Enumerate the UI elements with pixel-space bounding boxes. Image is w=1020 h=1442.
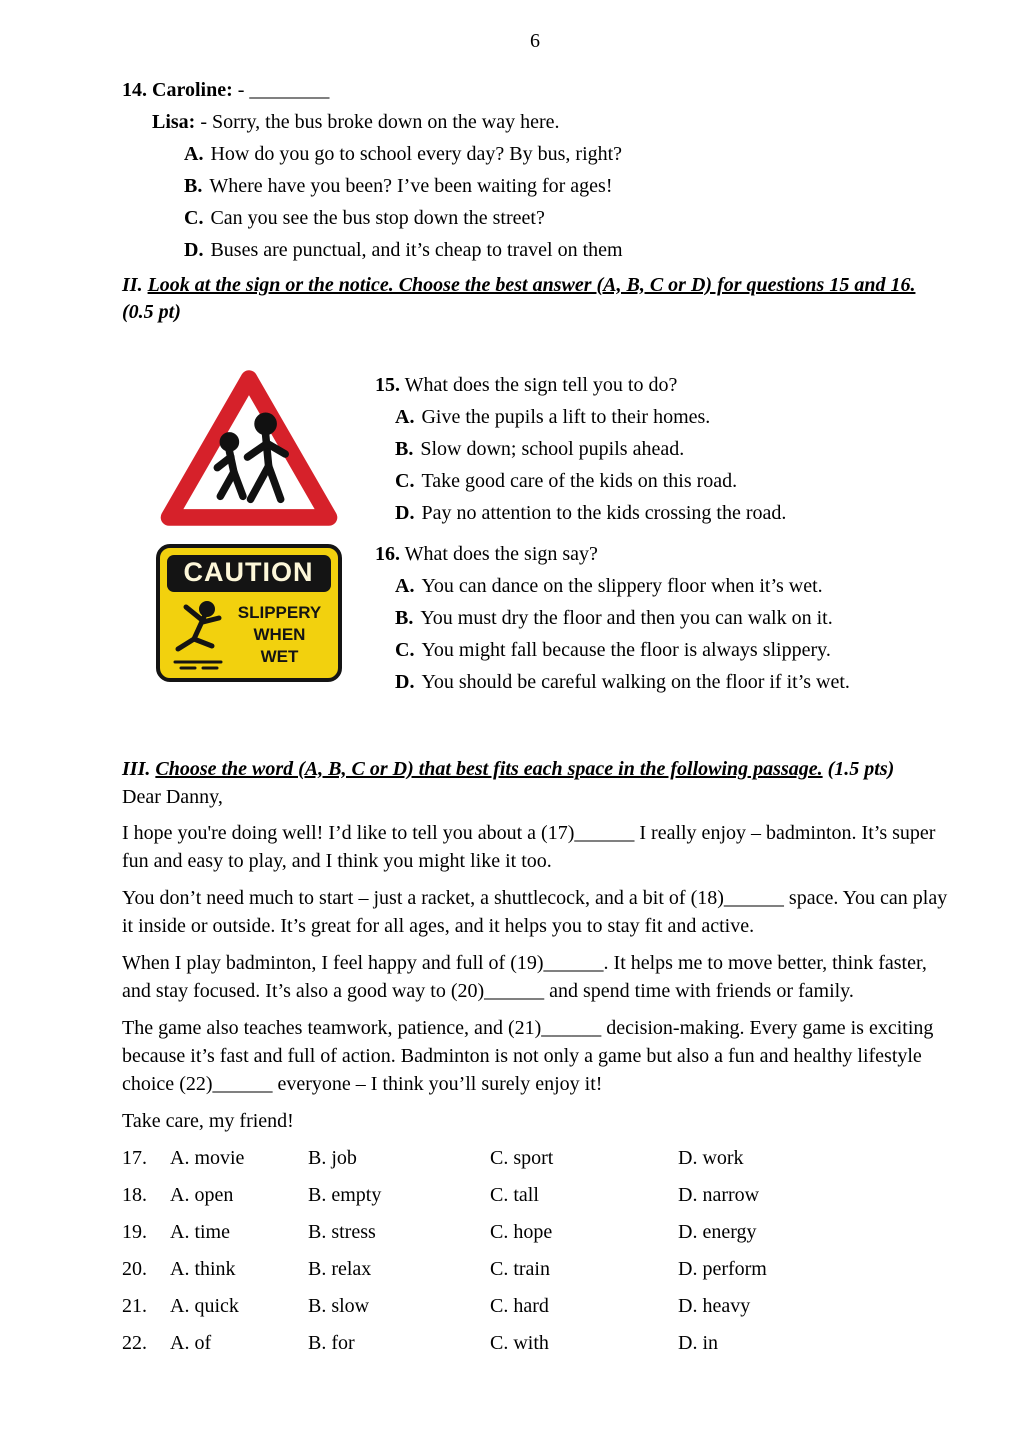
section-ii-label: II. [122,274,143,296]
q14-number: 14. [122,79,147,101]
option-text: Can you see the bus stop down the street? [210,207,545,229]
q16-option-c [395,637,948,664]
mc-number: 21. [122,1295,147,1317]
mc-option-d: D. energy [678,1221,757,1243]
section-iii-instruction: Choose the word (A, B, C or D) that best fits each space in the following passage. [155,758,823,780]
mc-option-d: D. heavy [678,1295,751,1317]
q14-option-d [184,237,948,264]
q16-option-a [395,573,948,600]
q14-reply [152,109,948,136]
option-letter: B. [395,438,414,460]
mc-row-17 [122,1145,948,1171]
question-16 [375,541,948,696]
caution-sign-text [229,602,331,668]
option-letter: B. [395,607,414,629]
mc-option-c: C. tall [490,1184,539,1206]
mc-option-c: C. with [490,1332,549,1354]
slipping-person-icon [167,596,229,674]
option-text: Give the pupils a lift to their homes. [421,406,711,428]
q16-option-b [395,605,948,632]
passage-greeting: Dear Danny, [122,786,223,808]
mc-number: 22. [122,1332,147,1354]
mc-option-a: A. quick [170,1295,239,1317]
mc-option-d: D. in [678,1332,718,1354]
mc-row-19 [122,1219,948,1245]
mc-row-21 [122,1293,948,1319]
mc-option-d: D. narrow [678,1184,760,1206]
mc-option-a: A. think [170,1258,236,1280]
q14-blank: - ________ [237,79,330,101]
section-iii-points: (1.5 pts) [827,758,895,780]
caution-line-3: WET [260,647,299,667]
mc-row-20 [122,1256,948,1282]
option-text: Buses are punctual, and it’s cheap to travel on them [210,239,623,261]
question-14 [122,77,948,264]
q15-option-d [395,500,948,527]
mc-number: 17. [122,1147,147,1169]
q16-number: 16. [375,543,400,565]
caution-line-1: SLIPPERY [237,602,322,622]
option-text: You must dry the floor and then you can walk on it. [420,607,833,629]
q15-option-c [395,468,948,495]
mc-option-b: B. for [308,1332,355,1354]
passage-paragraph-4: The game also teaches teamwork, patience, and (21)______ decision-making. Every game is exciting because it’s fast and full of action. Badminton is not only a game but also a fun and healthy lifestyle choice (22)______ everyone – I think you’ll surely enjoy it! [122,1017,934,1095]
signs-column [122,368,375,710]
passage-closing: Take care, my friend! [122,1110,294,1132]
option-letter: C. [184,207,204,229]
mc-number: 19. [122,1221,147,1243]
questions-column [375,368,948,710]
section-iii [122,756,948,1356]
option-letter: D. [395,502,415,524]
mc-option-c: C. hope [490,1221,553,1243]
mc-option-a: A. movie [170,1147,245,1169]
option-letter: A. [184,143,204,165]
school-crossing-sign-icon [158,368,340,528]
q16-text: What does the sign say? [404,543,598,565]
mc-option-c: C. sport [490,1147,554,1169]
option-text: You should be careful walking on the floor if it’s wet. [421,671,850,693]
q15-number: 15. [375,374,400,396]
option-text: You might fall because the floor is always slippery. [421,639,831,661]
q15-option-b [395,436,948,463]
q16-prompt [375,541,948,568]
mc-option-c: C. hard [490,1295,549,1317]
section-ii-points: (0.5 pt) [122,301,181,323]
mc-number: 20. [122,1258,147,1280]
section-ii-instruction: Look at the sign or the notice. Choose the best answer (A, B, C or D) for questions 15 and 16. [147,274,916,296]
caution-sign-header: CAUTION [167,555,331,592]
caution-sign-body [167,592,331,674]
section-iii-label: III. [122,758,151,780]
q14-prompt [122,77,948,104]
passage-paragraph-2: You don’t need much to start – just a racket, a shuttlecock, and a bit of (18)______ space. You can play it inside or outside. It’s great for all ages, and it helps you to stay fit and active. [122,887,948,937]
caution-slippery-sign [156,544,342,682]
mc-option-b: B. stress [308,1221,376,1243]
option-text: How do you go to school every day? By bus, right? [210,143,623,165]
sign-question-section [122,368,948,710]
option-letter: B. [184,175,203,197]
q14-speaker: Caroline: [152,79,233,101]
mc-option-b: B. empty [308,1184,382,1206]
q14-option-b [184,173,948,200]
mc-row-18 [122,1182,948,1208]
mc-option-b: B. slow [308,1295,370,1317]
option-letter: A. [395,406,415,428]
option-text: Slow down; school pupils ahead. [420,438,685,460]
section-iii-heading [122,756,948,783]
mc-option-b: B. job [308,1147,357,1169]
option-letter: C. [395,470,415,492]
mc-option-b: B. relax [308,1258,372,1280]
question-15 [375,372,948,527]
option-letter: D. [184,239,204,261]
option-text: Take good care of the kids on this road. [421,470,738,492]
mc-option-a: A. of [170,1332,212,1354]
mc-option-a: A. open [170,1184,234,1206]
option-text: Pay no attention to the kids crossing the road. [421,502,787,524]
option-letter: C. [395,639,415,661]
q14-reply-speaker: Lisa: [152,111,196,133]
q15-prompt [375,372,948,399]
mc-option-d: D. work [678,1147,744,1169]
section-ii-heading [122,272,948,326]
q14-option-a [184,141,948,168]
passage-paragraph-1: I hope you're doing well! I’d like to tell you about a (17)______ I really enjoy – badminton. It’s super fun and easy to play, and I think you might like it too. [122,822,936,872]
cloze-passage [122,783,948,1135]
caution-line-2: WHEN [253,624,306,644]
option-letter: A. [395,575,415,597]
q15-option-a [395,404,948,431]
mc-row-22 [122,1330,948,1356]
option-text: You can dance on the slippery floor when it’s wet. [421,575,823,597]
mc-number: 18. [122,1184,147,1206]
page-number: 6 [530,30,540,52]
q16-option-d [395,669,948,696]
q14-reply-text: - Sorry, the bus broke down on the way here. [200,111,560,133]
q14-option-c [184,205,948,232]
answer-options-table [122,1145,948,1356]
mc-option-c: C. train [490,1258,550,1280]
q15-text: What does the sign tell you to do? [404,374,678,396]
mc-option-d: D. perform [678,1258,767,1280]
passage-paragraph-3: When I play badminton, I feel happy and full of (19)______. It helps me to move better, think faster, and stay focused. It’s also a good way to (20)______ and spend time with friends or family. [122,952,927,1002]
option-letter: D. [395,671,415,693]
mc-option-a: A. time [170,1221,230,1243]
option-text: Where have you been? I’ve been waiting for ages! [209,175,613,197]
